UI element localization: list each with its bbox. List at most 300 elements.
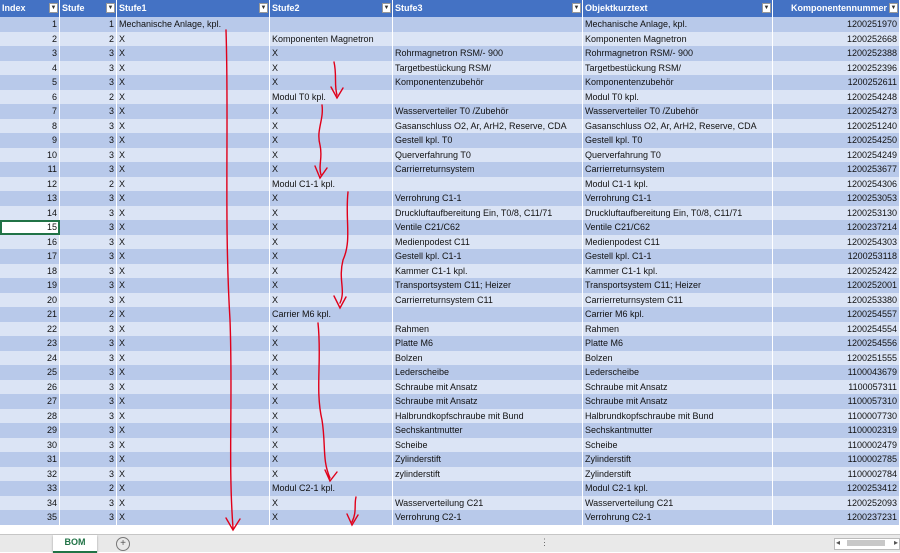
cell-s2[interactable]: X <box>270 235 393 250</box>
cell-stufe[interactable]: 3 <box>60 119 117 134</box>
cell-stufe[interactable]: 3 <box>60 206 117 221</box>
cell-s3[interactable]: Sechskantmutter <box>393 423 583 438</box>
cell-s2[interactable]: X <box>270 191 393 206</box>
cell-obj[interactable]: Platte M6 <box>583 336 773 351</box>
cell-stufe[interactable]: 3 <box>60 148 117 163</box>
cell-obj[interactable]: Mechanische Anlage, kpl. <box>583 17 773 32</box>
cell-stufe[interactable]: 3 <box>60 61 117 76</box>
cell-s1[interactable]: X <box>117 467 270 482</box>
cell-s2[interactable]: Modul C2-1 kpl. <box>270 481 393 496</box>
filter-dropdown-icon[interactable]: ▼ <box>383 5 390 11</box>
cell-s3[interactable]: Gasanschluss O2, Ar, ArH2, Reserve, CDA <box>393 119 583 134</box>
more-icon[interactable]: ⋮ <box>540 537 549 547</box>
table-row[interactable] <box>0 452 900 467</box>
cell-s3[interactable]: Rahmen <box>393 322 583 337</box>
cell-index[interactable]: 15 <box>0 220 60 235</box>
cell-index[interactable]: 23 <box>0 336 60 351</box>
cell-s3[interactable]: Kammer C1-1 kpl. <box>393 264 583 279</box>
table-row[interactable] <box>0 148 900 163</box>
cell-stufe[interactable]: 3 <box>60 264 117 279</box>
cell-s2[interactable]: Komponenten Magnetron <box>270 32 393 47</box>
cell-index[interactable]: 20 <box>0 293 60 308</box>
cell-obj[interactable]: Schraube mit Ansatz <box>583 380 773 395</box>
cell-knr[interactable]: 1200254273 <box>773 104 900 119</box>
cell-knr[interactable]: 1200252001 <box>773 278 900 293</box>
cell-s3[interactable]: Schraube mit Ansatz <box>393 380 583 395</box>
cell-obj[interactable]: Carrierreturnsystem <box>583 162 773 177</box>
add-sheet-icon[interactable]: + <box>116 537 130 551</box>
cell-knr[interactable]: 1200252668 <box>773 32 900 47</box>
filter-dropdown-icon[interactable]: ▼ <box>107 5 114 11</box>
cell-obj[interactable]: Carrier M6 kpl. <box>583 307 773 322</box>
cell-s3[interactable] <box>393 481 583 496</box>
cell-s3[interactable]: Zylinderstift <box>393 452 583 467</box>
cell-s2[interactable]: X <box>270 278 393 293</box>
cell-index[interactable]: 3 <box>0 46 60 61</box>
cell-obj[interactable]: Rohrmagnetron RSM/- 900 <box>583 46 773 61</box>
cell-s2[interactable]: X <box>270 351 393 366</box>
cell-obj[interactable]: Modul C2-1 kpl. <box>583 481 773 496</box>
cell-stufe[interactable]: 2 <box>60 481 117 496</box>
cell-knr[interactable]: 1100057311 <box>773 380 900 395</box>
cell-s2[interactable]: Modul T0 kpl. <box>270 90 393 105</box>
cell-obj[interactable]: Medienpodest C11 <box>583 235 773 250</box>
cell-index[interactable]: 7 <box>0 104 60 119</box>
table-row[interactable] <box>0 46 900 61</box>
cell-index[interactable]: 30 <box>0 438 60 453</box>
cell-s1[interactable]: X <box>117 177 270 192</box>
cell-s1[interactable]: X <box>117 264 270 279</box>
cell-index[interactable]: 4 <box>0 61 60 76</box>
cell-s2[interactable]: X <box>270 46 393 61</box>
cell-stufe[interactable]: 3 <box>60 438 117 453</box>
cell-s3[interactable]: Verrohrung C2-1 <box>393 510 583 525</box>
cell-knr[interactable]: 1200253412 <box>773 481 900 496</box>
cell-knr[interactable]: 1200253380 <box>773 293 900 308</box>
cell-index[interactable]: 31 <box>0 452 60 467</box>
cell-s2[interactable]: X <box>270 365 393 380</box>
cell-obj[interactable]: Gasanschluss O2, Ar, ArH2, Reserve, CDA <box>583 119 773 134</box>
table-row[interactable] <box>0 365 900 380</box>
cell-obj[interactable]: Schraube mit Ansatz <box>583 394 773 409</box>
table-row[interactable] <box>0 380 900 395</box>
cell-s2[interactable]: X <box>270 496 393 511</box>
cell-s1[interactable]: X <box>117 90 270 105</box>
cell-stufe[interactable]: 2 <box>60 177 117 192</box>
cell-obj[interactable]: Kammer C1-1 kpl. <box>583 264 773 279</box>
cell-stufe[interactable]: 3 <box>60 249 117 264</box>
cell-obj[interactable]: Modul T0 kpl. <box>583 90 773 105</box>
table-row[interactable] <box>0 75 900 90</box>
cell-knr[interactable]: 1200252396 <box>773 61 900 76</box>
cell-index[interactable]: 21 <box>0 307 60 322</box>
cell-obj[interactable]: Zylinderstift <box>583 452 773 467</box>
cell-knr[interactable]: 1200252388 <box>773 46 900 61</box>
cell-knr[interactable]: 1200254557 <box>773 307 900 322</box>
table-row[interactable] <box>0 264 900 279</box>
cell-s3[interactable]: Verrohrung C1-1 <box>393 191 583 206</box>
cell-knr[interactable]: 1200254554 <box>773 322 900 337</box>
cell-s1[interactable]: X <box>117 278 270 293</box>
table-row[interactable] <box>0 278 900 293</box>
cell-index[interactable]: 25 <box>0 365 60 380</box>
cell-s3[interactable]: Transportsystem C11; Heizer <box>393 278 583 293</box>
horizontal-scrollbar[interactable] <box>834 538 900 550</box>
cell-s2[interactable]: Carrier M6 kpl. <box>270 307 393 322</box>
cell-s1[interactable]: X <box>117 510 270 525</box>
cell-index[interactable]: 32 <box>0 467 60 482</box>
cell-stufe[interactable]: 3 <box>60 322 117 337</box>
cell-s3[interactable]: zylinderstift <box>393 467 583 482</box>
cell-index[interactable]: 28 <box>0 409 60 424</box>
cell-knr[interactable]: 1200252611 <box>773 75 900 90</box>
cell-s3[interactable]: Scheibe <box>393 438 583 453</box>
cell-s1[interactable]: X <box>117 496 270 511</box>
table-row[interactable] <box>0 307 900 322</box>
cell-s2[interactable]: X <box>270 249 393 264</box>
cell-s2[interactable]: X <box>270 133 393 148</box>
cell-obj[interactable]: Halbrundkopfschraube mit Bund <box>583 409 773 424</box>
cell-s1[interactable]: X <box>117 322 270 337</box>
cell-obj[interactable]: Gestell kpl. T0 <box>583 133 773 148</box>
cell-index[interactable]: 11 <box>0 162 60 177</box>
cell-s2[interactable]: Modul C1-1 kpl. <box>270 177 393 192</box>
cell-s1[interactable]: X <box>117 235 270 250</box>
cell-stufe[interactable]: 3 <box>60 409 117 424</box>
cell-s1[interactable]: X <box>117 46 270 61</box>
cell-s1[interactable]: X <box>117 380 270 395</box>
sheet-tab-bom[interactable]: BOM <box>53 535 97 553</box>
cell-index[interactable]: 18 <box>0 264 60 279</box>
cell-knr[interactable]: 1200251970 <box>773 17 900 32</box>
cell-knr[interactable]: 1100007730 <box>773 409 900 424</box>
cell-s2[interactable]: X <box>270 336 393 351</box>
cell-s2[interactable] <box>270 17 393 32</box>
cell-s1[interactable]: X <box>117 61 270 76</box>
cell-s1[interactable]: X <box>117 351 270 366</box>
header-stufe[interactable]: Stufe ▼ <box>60 0 117 17</box>
cell-s1[interactable]: X <box>117 336 270 351</box>
cell-s3[interactable] <box>393 17 583 32</box>
cell-s3[interactable]: Druckluftaufbereitung Ein, T0/8, C11/71 <box>393 206 583 221</box>
cell-obj[interactable]: Targetbestückung RSM/ <box>583 61 773 76</box>
cell-obj[interactable]: Carrierreturnsystem C11 <box>583 293 773 308</box>
cell-s2[interactable]: X <box>270 409 393 424</box>
cell-stufe[interactable]: 3 <box>60 380 117 395</box>
cell-knr[interactable]: 1200254248 <box>773 90 900 105</box>
cell-knr[interactable]: 1200253118 <box>773 249 900 264</box>
cell-obj[interactable]: Wasserverteilung C21 <box>583 496 773 511</box>
header-stufe3[interactable]: Stufe3 ▼ <box>393 0 583 17</box>
cell-s1[interactable]: X <box>117 452 270 467</box>
cell-stufe[interactable]: 3 <box>60 510 117 525</box>
cell-s3[interactable]: Querverfahrung T0 <box>393 148 583 163</box>
cell-s2[interactable]: X <box>270 293 393 308</box>
cell-s1[interactable]: X <box>117 438 270 453</box>
cell-s1[interactable]: X <box>117 162 270 177</box>
table-row[interactable] <box>0 351 900 366</box>
cell-knr[interactable]: 1200254306 <box>773 177 900 192</box>
cell-stufe[interactable]: 3 <box>60 220 117 235</box>
cell-stufe[interactable]: 3 <box>60 365 117 380</box>
table-row[interactable] <box>0 61 900 76</box>
filter-dropdown-icon[interactable]: ▼ <box>763 5 770 11</box>
table-row[interactable] <box>0 336 900 351</box>
cell-s2[interactable]: X <box>270 75 393 90</box>
table-row[interactable] <box>0 220 900 235</box>
cell-index[interactable]: 1 <box>0 17 60 32</box>
cell-stufe[interactable]: 3 <box>60 104 117 119</box>
header-index[interactable]: Index ▼ <box>0 0 60 17</box>
cell-stufe[interactable]: 3 <box>60 351 117 366</box>
cell-knr[interactable]: 1200252422 <box>773 264 900 279</box>
cell-index[interactable]: 9 <box>0 133 60 148</box>
cell-index[interactable]: 14 <box>0 206 60 221</box>
cell-s3[interactable]: Bolzen <box>393 351 583 366</box>
table-row[interactable] <box>0 133 900 148</box>
header-komponentennummer[interactable]: Komponentennummer ▼ <box>773 0 900 17</box>
cell-s1[interactable]: X <box>117 365 270 380</box>
cell-s2[interactable]: X <box>270 438 393 453</box>
cell-s3[interactable]: Halbrundkopfschraube mit Bund <box>393 409 583 424</box>
cell-s1[interactable]: X <box>117 75 270 90</box>
cell-s3[interactable]: Ventile C21/C62 <box>393 220 583 235</box>
cell-stufe[interactable]: 3 <box>60 293 117 308</box>
cell-obj[interactable]: Ventile C21/C62 <box>583 220 773 235</box>
cell-s2[interactable]: X <box>270 510 393 525</box>
cell-s1[interactable]: X <box>117 423 270 438</box>
cell-stufe[interactable]: 2 <box>60 32 117 47</box>
cell-stufe[interactable]: 2 <box>60 307 117 322</box>
cell-obj[interactable]: Querverfahrung T0 <box>583 148 773 163</box>
cell-s1[interactable]: X <box>117 409 270 424</box>
cell-obj[interactable]: Sechskantmutter <box>583 423 773 438</box>
cell-index[interactable]: 5 <box>0 75 60 90</box>
filter-dropdown-icon[interactable]: ▼ <box>890 5 897 11</box>
cell-s1[interactable]: X <box>117 148 270 163</box>
cell-s1[interactable]: X <box>117 104 270 119</box>
cell-obj[interactable]: Modul C1-1 kpl. <box>583 177 773 192</box>
scroll-left-icon[interactable]: ◂ <box>836 538 841 547</box>
table-row[interactable] <box>0 249 900 264</box>
cell-s2[interactable]: X <box>270 104 393 119</box>
cell-obj[interactable]: Lederscheibe <box>583 365 773 380</box>
cell-stufe[interactable]: 3 <box>60 133 117 148</box>
cell-knr[interactable]: 1100057310 <box>773 394 900 409</box>
table-row[interactable] <box>0 162 900 177</box>
cell-index[interactable]: 10 <box>0 148 60 163</box>
cell-index[interactable]: 33 <box>0 481 60 496</box>
cell-s3[interactable]: Schraube mit Ansatz <box>393 394 583 409</box>
table-row[interactable] <box>0 119 900 134</box>
cell-s3[interactable]: Platte M6 <box>393 336 583 351</box>
table-row[interactable] <box>0 510 900 525</box>
cell-obj[interactable]: Rahmen <box>583 322 773 337</box>
table-row[interactable] <box>0 235 900 250</box>
cell-obj[interactable]: Verrohrung C2-1 <box>583 510 773 525</box>
table-row[interactable] <box>0 438 900 453</box>
cell-obj[interactable]: Gestell kpl. C1-1 <box>583 249 773 264</box>
table-row[interactable] <box>0 104 900 119</box>
cell-knr[interactable]: 1100043679 <box>773 365 900 380</box>
cell-s3[interactable] <box>393 307 583 322</box>
cell-s3[interactable]: Rohrmagnetron RSM/- 900 <box>393 46 583 61</box>
table-row[interactable] <box>0 322 900 337</box>
cell-knr[interactable]: 1200251555 <box>773 351 900 366</box>
cell-index[interactable]: 12 <box>0 177 60 192</box>
table-row[interactable] <box>0 191 900 206</box>
cell-s3[interactable]: Wasserverteilung C21 <box>393 496 583 511</box>
cell-stufe[interactable]: 3 <box>60 423 117 438</box>
cell-obj[interactable]: Komponenten Magnetron <box>583 32 773 47</box>
cell-index[interactable]: 35 <box>0 510 60 525</box>
cell-s1[interactable]: X <box>117 293 270 308</box>
cell-index[interactable]: 34 <box>0 496 60 511</box>
cell-s3[interactable]: Komponentenzubehör <box>393 75 583 90</box>
cell-s2[interactable]: X <box>270 380 393 395</box>
cell-index[interactable]: 8 <box>0 119 60 134</box>
filter-dropdown-icon[interactable]: ▼ <box>260 5 267 11</box>
cell-stufe[interactable]: 2 <box>60 90 117 105</box>
cell-s1[interactable]: X <box>117 206 270 221</box>
cell-obj[interactable]: Komponentenzubehör <box>583 75 773 90</box>
cell-index[interactable]: 26 <box>0 380 60 395</box>
table-row[interactable] <box>0 90 900 105</box>
cell-stufe[interactable]: 3 <box>60 452 117 467</box>
cell-s3[interactable] <box>393 32 583 47</box>
cell-s1[interactable]: Mechanische Anlage, kpl. <box>117 17 270 32</box>
cell-knr[interactable]: 1200237231 <box>773 510 900 525</box>
cell-knr[interactable]: 1200253677 <box>773 162 900 177</box>
table-row[interactable] <box>0 206 900 221</box>
table-row[interactable] <box>0 481 900 496</box>
cell-obj[interactable]: Zylinderstift <box>583 467 773 482</box>
cell-s1[interactable]: X <box>117 394 270 409</box>
cell-index[interactable]: 2 <box>0 32 60 47</box>
header-objektkurztext[interactable]: Objektkurztext ▼ <box>583 0 773 17</box>
cell-knr[interactable]: 1200252093 <box>773 496 900 511</box>
cell-knr[interactable]: 1200254303 <box>773 235 900 250</box>
cell-s3[interactable]: Gestell kpl. C1-1 <box>393 249 583 264</box>
cell-s2[interactable]: X <box>270 467 393 482</box>
cell-obj[interactable]: Druckluftaufbereitung Ein, T0/8, C11/71 <box>583 206 773 221</box>
cell-knr[interactable]: 1200254556 <box>773 336 900 351</box>
cell-s3[interactable]: Wasserverteiler T0 /Zubehör <box>393 104 583 119</box>
cell-knr[interactable]: 1100002479 <box>773 438 900 453</box>
cell-s3[interactable]: Gestell kpl. T0 <box>393 133 583 148</box>
cell-index[interactable]: 16 <box>0 235 60 250</box>
cell-stufe[interactable]: 3 <box>60 75 117 90</box>
scroll-thumb[interactable] <box>847 540 885 546</box>
cell-s1[interactable]: X <box>117 481 270 496</box>
table-row[interactable] <box>0 394 900 409</box>
table-row[interactable] <box>0 409 900 424</box>
cell-s2[interactable]: X <box>270 452 393 467</box>
cell-stufe[interactable]: 3 <box>60 336 117 351</box>
cell-stufe[interactable]: 1 <box>60 17 117 32</box>
table-row[interactable] <box>0 423 900 438</box>
header-stufe2[interactable]: Stufe2 ▼ <box>270 0 393 17</box>
cell-s1[interactable]: X <box>117 191 270 206</box>
cell-stufe[interactable]: 3 <box>60 46 117 61</box>
header-stufe1[interactable]: Stufe1 ▼ <box>117 0 270 17</box>
table-row[interactable] <box>0 17 900 32</box>
scroll-right-icon[interactable]: ▸ <box>893 538 898 547</box>
cell-s3[interactable]: Medienpodest C11 <box>393 235 583 250</box>
cell-obj[interactable]: Scheibe <box>583 438 773 453</box>
table-row[interactable] <box>0 32 900 47</box>
cell-index[interactable]: 19 <box>0 278 60 293</box>
cell-s2[interactable]: X <box>270 148 393 163</box>
cell-obj[interactable]: Bolzen <box>583 351 773 366</box>
cell-index[interactable]: 6 <box>0 90 60 105</box>
cell-s2[interactable]: X <box>270 220 393 235</box>
cell-s3[interactable]: Carrierreturnsystem C11 <box>393 293 583 308</box>
cell-stufe[interactable]: 3 <box>60 191 117 206</box>
cell-s2[interactable]: X <box>270 394 393 409</box>
cell-stufe[interactable]: 3 <box>60 162 117 177</box>
cell-stufe[interactable]: 3 <box>60 394 117 409</box>
cell-knr[interactable]: 1100002785 <box>773 452 900 467</box>
cell-s1[interactable]: X <box>117 249 270 264</box>
cell-knr[interactable]: 1200254249 <box>773 148 900 163</box>
cell-index[interactable]: 22 <box>0 322 60 337</box>
cell-s3[interactable]: Lederscheibe <box>393 365 583 380</box>
cell-index[interactable]: 27 <box>0 394 60 409</box>
cell-s2[interactable]: X <box>270 264 393 279</box>
cell-knr[interactable]: 1100002784 <box>773 467 900 482</box>
cell-s3[interactable] <box>393 90 583 105</box>
cell-s2[interactable]: X <box>270 61 393 76</box>
cell-s2[interactable]: X <box>270 423 393 438</box>
cell-s1[interactable]: X <box>117 119 270 134</box>
cell-stufe[interactable]: 3 <box>60 496 117 511</box>
cell-knr[interactable]: 1200251240 <box>773 119 900 134</box>
cell-s1[interactable]: X <box>117 220 270 235</box>
cell-s3[interactable]: Targetbestückung RSM/ <box>393 61 583 76</box>
cell-s1[interactable]: X <box>117 307 270 322</box>
cell-obj[interactable]: Verrohrung C1-1 <box>583 191 773 206</box>
table-row[interactable] <box>0 177 900 192</box>
cell-s1[interactable]: X <box>117 32 270 47</box>
cell-obj[interactable]: Wasserverteiler T0 /Zubehör <box>583 104 773 119</box>
cell-s2[interactable]: X <box>270 322 393 337</box>
cell-stufe[interactable]: 3 <box>60 467 117 482</box>
cell-stufe[interactable]: 3 <box>60 235 117 250</box>
cell-knr[interactable]: 1200254250 <box>773 133 900 148</box>
cell-index[interactable]: 17 <box>0 249 60 264</box>
cell-index[interactable]: 29 <box>0 423 60 438</box>
filter-dropdown-icon[interactable]: ▼ <box>50 5 57 11</box>
filter-dropdown-icon[interactable]: ▼ <box>573 5 580 11</box>
cell-s2[interactable]: X <box>270 206 393 221</box>
cell-s2[interactable]: X <box>270 162 393 177</box>
table-row[interactable] <box>0 467 900 482</box>
cell-s2[interactable]: X <box>270 119 393 134</box>
cell-obj[interactable]: Transportsystem C11; Heizer <box>583 278 773 293</box>
cell-index[interactable]: 24 <box>0 351 60 366</box>
table-row[interactable] <box>0 293 900 308</box>
table-row[interactable] <box>0 496 900 511</box>
cell-knr[interactable]: 1200253130 <box>773 206 900 221</box>
cell-s3[interactable] <box>393 177 583 192</box>
cell-knr[interactable]: 1200253053 <box>773 191 900 206</box>
cell-s1[interactable]: X <box>117 133 270 148</box>
cell-knr[interactable]: 1200237214 <box>773 220 900 235</box>
cell-s3[interactable]: Carrierreturnsystem <box>393 162 583 177</box>
cell-stufe[interactable]: 3 <box>60 278 117 293</box>
cell-knr[interactable]: 1100002319 <box>773 423 900 438</box>
